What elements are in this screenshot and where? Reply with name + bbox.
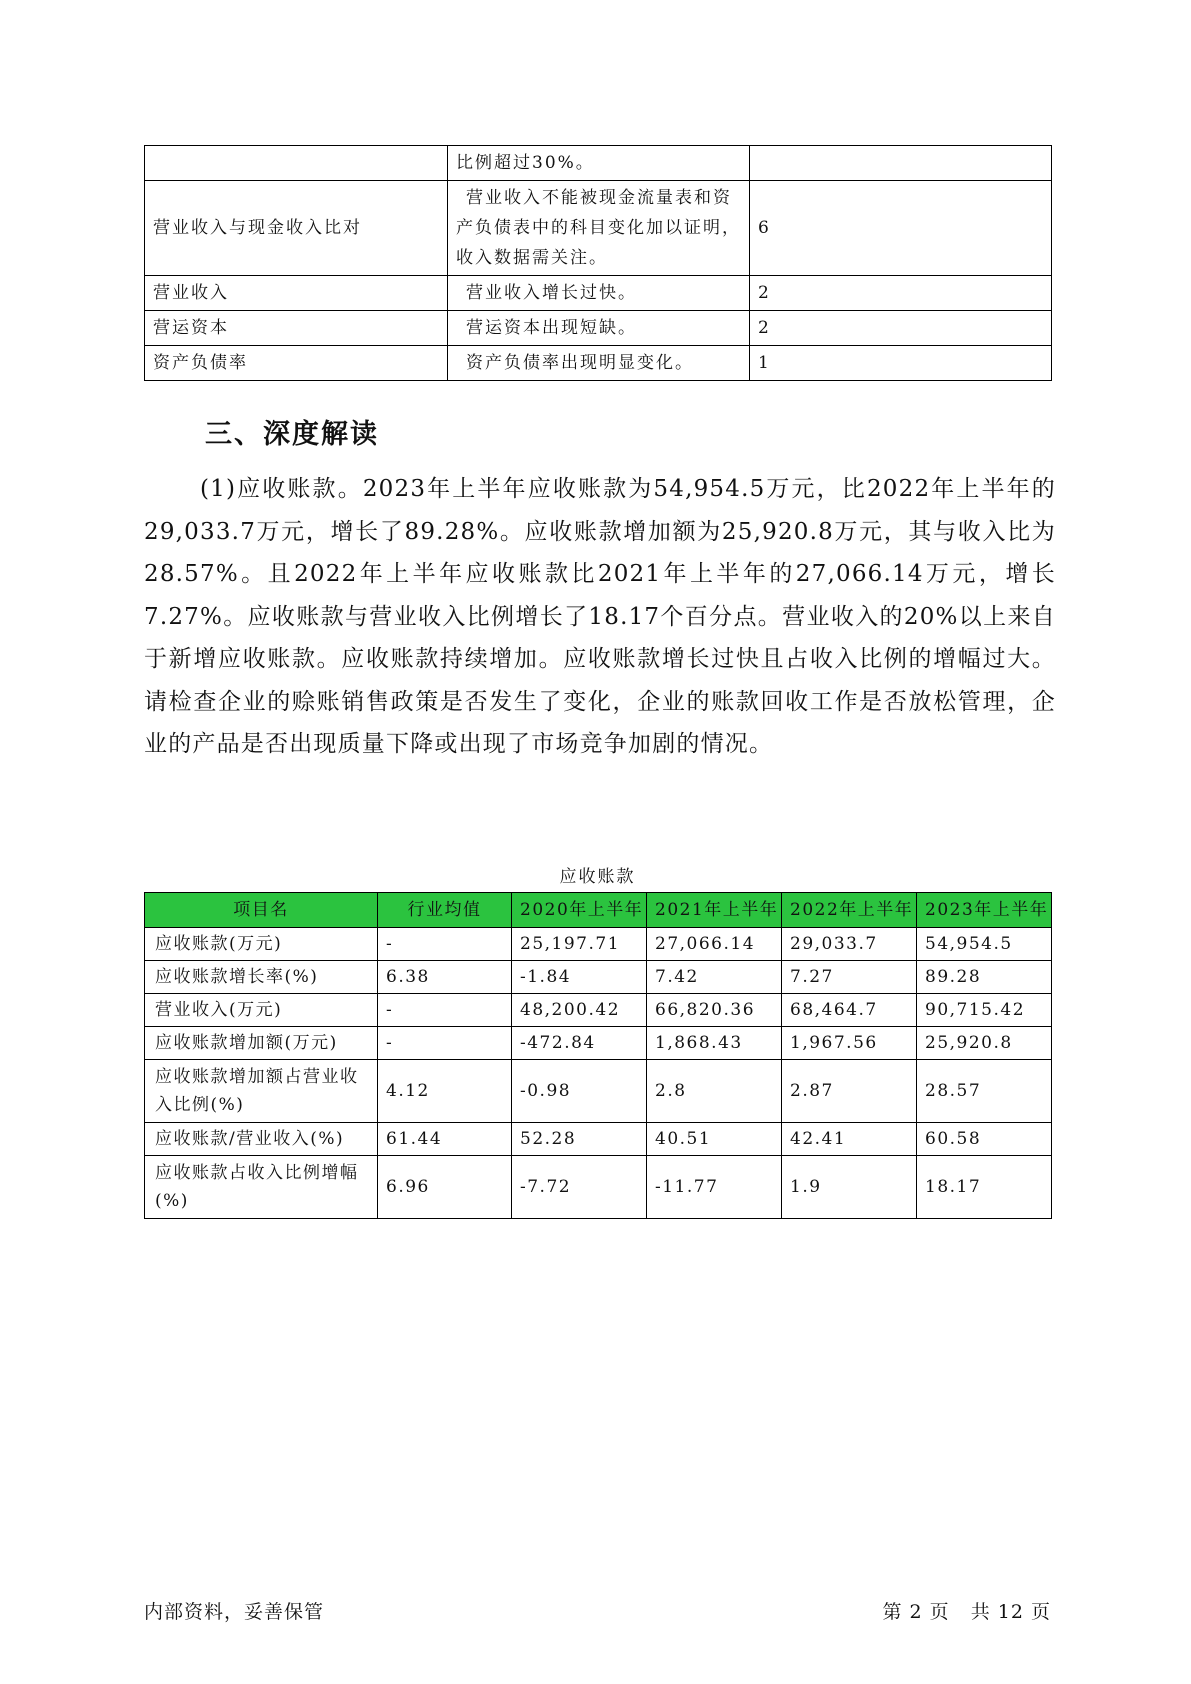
- item-cell: 营业收入与现金收入比对: [145, 181, 448, 276]
- value-cell: 6.96: [378, 1156, 512, 1219]
- value-cell: 89.28: [917, 961, 1052, 994]
- header-cell: 项目名: [145, 893, 378, 928]
- value-cell: 40.51: [647, 1123, 782, 1156]
- desc-cell: 营业收入不能被现金流量表和资产负债表中的科目变化加以证明，收入数据需关注。: [448, 181, 750, 276]
- table-row: [145, 961, 1052, 994]
- value-cell: 7.42: [647, 961, 782, 994]
- value-cell: 60.58: [917, 1123, 1052, 1156]
- table-row: [145, 1156, 1052, 1219]
- table-caption: 应收账款: [559, 867, 636, 887]
- header-cell: 2020年上半年: [512, 893, 647, 928]
- value-cell: 2.8: [647, 1060, 782, 1123]
- value-cell: 61.44: [378, 1123, 512, 1156]
- score-cell: 2: [750, 311, 1052, 346]
- desc-cell: 资产负债率出现明显变化。: [448, 346, 750, 381]
- value-cell: 52.28: [512, 1123, 647, 1156]
- footer-confidential-note: 内部资料，妥善保管: [144, 1601, 325, 1623]
- row-label: 应收账款增长率(%): [145, 961, 378, 994]
- table-row: [145, 994, 1052, 1027]
- item-cell: 资产负债率: [145, 346, 448, 381]
- value-cell: 48,200.42: [512, 994, 647, 1027]
- value-cell: -: [378, 994, 512, 1027]
- item-cell: 营运资本: [145, 311, 448, 346]
- value-cell: 90,715.42: [917, 994, 1052, 1027]
- row-label: 营业收入(万元): [145, 994, 378, 1027]
- table-row: [145, 1027, 1052, 1060]
- item-cell: 营业收入: [145, 276, 448, 311]
- value-cell: 7.27: [782, 961, 917, 994]
- value-cell: 1.9: [782, 1156, 917, 1219]
- table-row: [145, 1123, 1052, 1156]
- table-row: [145, 146, 1052, 181]
- value-cell: 27,066.14: [647, 928, 782, 961]
- value-cell: -11.77: [647, 1156, 782, 1219]
- value-cell: 42.41: [782, 1123, 917, 1156]
- value-cell: 1,868.43: [647, 1027, 782, 1060]
- row-label: 应收账款(万元): [145, 928, 378, 961]
- value-cell: 4.12: [378, 1060, 512, 1123]
- table-row: [145, 346, 1052, 381]
- value-cell: -7.72: [512, 1156, 647, 1219]
- footer-page-number: 第 2 页 共 12 页: [882, 1601, 1051, 1623]
- value-cell: 2.87: [782, 1060, 917, 1123]
- value-cell: -472.84: [512, 1027, 647, 1060]
- score-cell: [750, 146, 1052, 181]
- value-cell: 1,967.56: [782, 1027, 917, 1060]
- value-cell: -1.84: [512, 961, 647, 994]
- section-heading: 三、深度解读: [205, 419, 379, 450]
- table-header-row: [145, 893, 1052, 928]
- value-cell: 6.38: [378, 961, 512, 994]
- table-row: [145, 181, 1052, 276]
- row-label: 应收账款占收入比例增幅(%): [145, 1156, 378, 1219]
- table-row: [145, 276, 1052, 311]
- desc-cell: 营运资本出现短缺。: [448, 311, 750, 346]
- header-cell: 行业均值: [378, 893, 512, 928]
- item-cell: [145, 146, 448, 181]
- value-cell: 54,954.5: [917, 928, 1052, 961]
- score-cell: 2: [750, 276, 1052, 311]
- row-label: 应收账款增加额占营业收入比例(%): [145, 1060, 378, 1123]
- header-cell: 2021年上半年: [647, 893, 782, 928]
- analysis-paragraph: (1)应收账款。2023年上半年应收账款为54,954.5万元，比2022年上半年的29,033.7万元，增长了89.28%。应收账款增加额为25,920.8万元，其与收入比为28.57%。且2022年上半年应收账款比2021年上半年的27,066.14万元，增长7.27%。应收账款与营业收入比例增长了18.17个百分点。营业收入的20%以上来自于新增应收账款。应收账款持续增加。应收账款增长过快且占收入比例的增幅过大。请检查企业的赊账销售政策是否发生了变化，企业的账款回收工作是否放松管理，企业的产品是否出现质量下降或出现了市场竞争加剧的情况。: [144, 476, 1056, 757]
- value-cell: -0.98: [512, 1060, 647, 1123]
- value-cell: -: [378, 1027, 512, 1060]
- table-row: [145, 928, 1052, 961]
- header-cell: 2023年上半年: [917, 893, 1052, 928]
- value-cell: 66,820.36: [647, 994, 782, 1027]
- value-cell: -: [378, 928, 512, 961]
- row-label: 应收账款/营业收入(%): [145, 1123, 378, 1156]
- desc-cell: 比例超过30%。: [448, 146, 750, 181]
- risk-score-table: [144, 145, 1052, 381]
- table-row: [145, 311, 1052, 346]
- score-cell: 6: [750, 181, 1052, 276]
- row-label: 应收账款增加额(万元): [145, 1027, 378, 1060]
- score-cell: 1: [750, 346, 1052, 381]
- value-cell: 68,464.7: [782, 994, 917, 1027]
- header-cell: 2022年上半年: [782, 893, 917, 928]
- desc-cell: 营业收入增长过快。: [448, 276, 750, 311]
- value-cell: 28.57: [917, 1060, 1052, 1123]
- value-cell: 18.17: [917, 1156, 1052, 1219]
- value-cell: 25,197.71: [512, 928, 647, 961]
- value-cell: 25,920.8: [917, 1027, 1052, 1060]
- receivables-table: [144, 892, 1052, 1219]
- value-cell: 29,033.7: [782, 928, 917, 961]
- table-row: [145, 1060, 1052, 1123]
